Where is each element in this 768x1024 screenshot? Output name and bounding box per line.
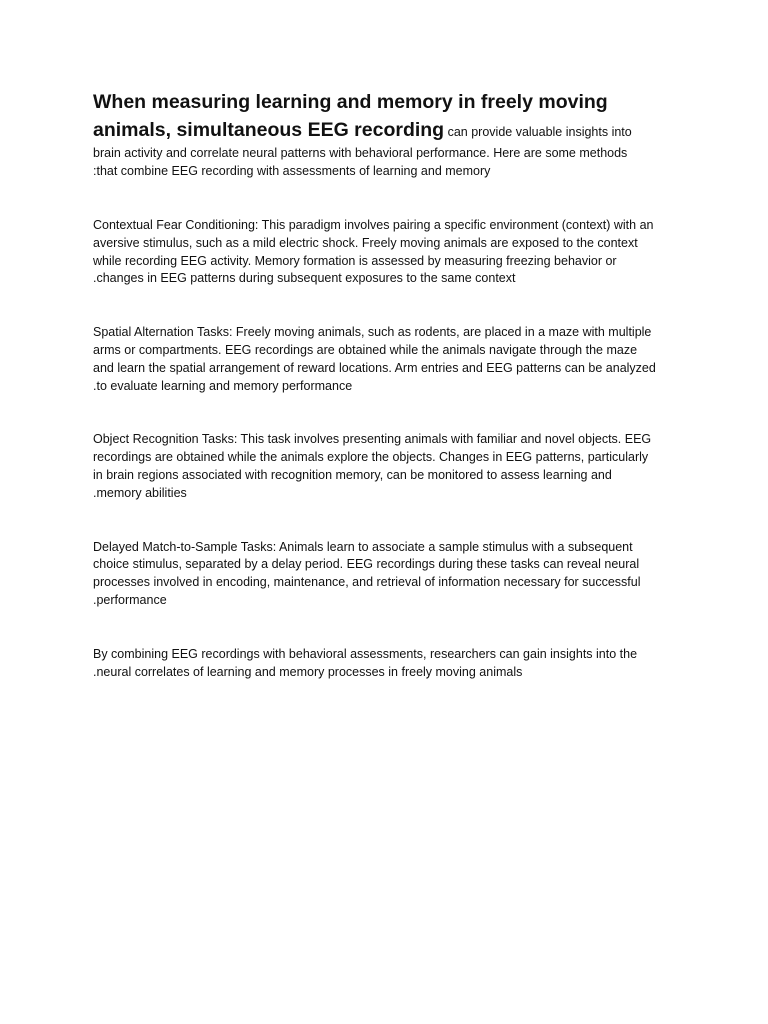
paragraph-object-recognition-tasks	[93, 431, 683, 502]
paragraph-line: choice stimulus, separated by a delay period. EEG recordings during these tasks can reveal neural	[93, 557, 640, 572]
paragraph-line: while recording EEG activity. Memory formation is assessed by measuring freezing behavior or	[93, 253, 617, 268]
paragraph-line: in brain regions associated with recognition memory, can be monitored to assess learning and	[93, 467, 612, 482]
paragraph-delayed-match-to-sample-tasks	[93, 539, 683, 610]
paragraph-spatial-alternation-tasks	[93, 324, 683, 395]
paragraph-line: processes involved in encoding, maintenance, and retrieval of information necessary for successful	[93, 575, 641, 590]
intro-trailing-text: can provide valuable insights into	[447, 125, 632, 139]
intro-paragraph	[93, 88, 683, 180]
paragraph-line: .changes in EEG patterns during subsequent exposures to the same context	[93, 271, 516, 286]
paragraph-line: .memory abilities	[93, 485, 187, 500]
paragraph-line: .to evaluate learning and memory performance	[93, 378, 353, 393]
paragraph-contextual-fear-conditioning	[93, 217, 683, 288]
paragraph-line: and learn the spatial arrangement of reward locations. Arm entries and EEG patterns can be analyzed	[93, 360, 656, 375]
document-page	[93, 88, 683, 681]
paragraph-line: Spatial Alternation Tasks: Freely moving animals, such as rodents, are placed in a maze with multiple	[93, 325, 652, 340]
paragraph-line: recordings are obtained while the animals explore the objects. Changes in EEG patterns, particularly	[93, 450, 649, 465]
intro-heading-line-2: animals, simultaneous EEG recording	[93, 119, 445, 141]
paragraph-line: Object Recognition Tasks: This task involves presenting animals with familiar and novel objects. EEG	[93, 432, 652, 447]
paragraph-line: .performance	[93, 592, 167, 607]
paragraph-line: Contextual Fear Conditioning: This paradigm involves pairing a specific environment (context) with an	[93, 218, 654, 232]
paragraph-line: Delayed Match-to-Sample Tasks: Animals learn to associate a sample stimulus with a subsequent	[93, 539, 633, 554]
intro-line-1	[93, 116, 683, 144]
intro-line-2: brain activity and correlate neural patterns with behavioral performance. Here are some methods	[93, 146, 628, 160]
paragraph-line: arms or compartments. EEG recordings are obtained while the animals navigate through the maze	[93, 342, 638, 357]
paragraph-line: .neural correlates of learning and memory processes in freely moving animals	[93, 664, 523, 679]
paragraph-conclusion	[93, 646, 683, 682]
paragraph-line: By combining EEG recordings with behavioral assessments, researchers can gain insights into the	[93, 646, 638, 661]
paragraph-line: aversive stimulus, such as a mild electric shock. Freely moving animals are exposed to the context	[93, 235, 638, 250]
intro-line-3: :that combine EEG recording with assessments of learning and memory	[93, 164, 491, 178]
intro-heading-line-1: When measuring learning and memory in freely moving	[93, 91, 608, 113]
